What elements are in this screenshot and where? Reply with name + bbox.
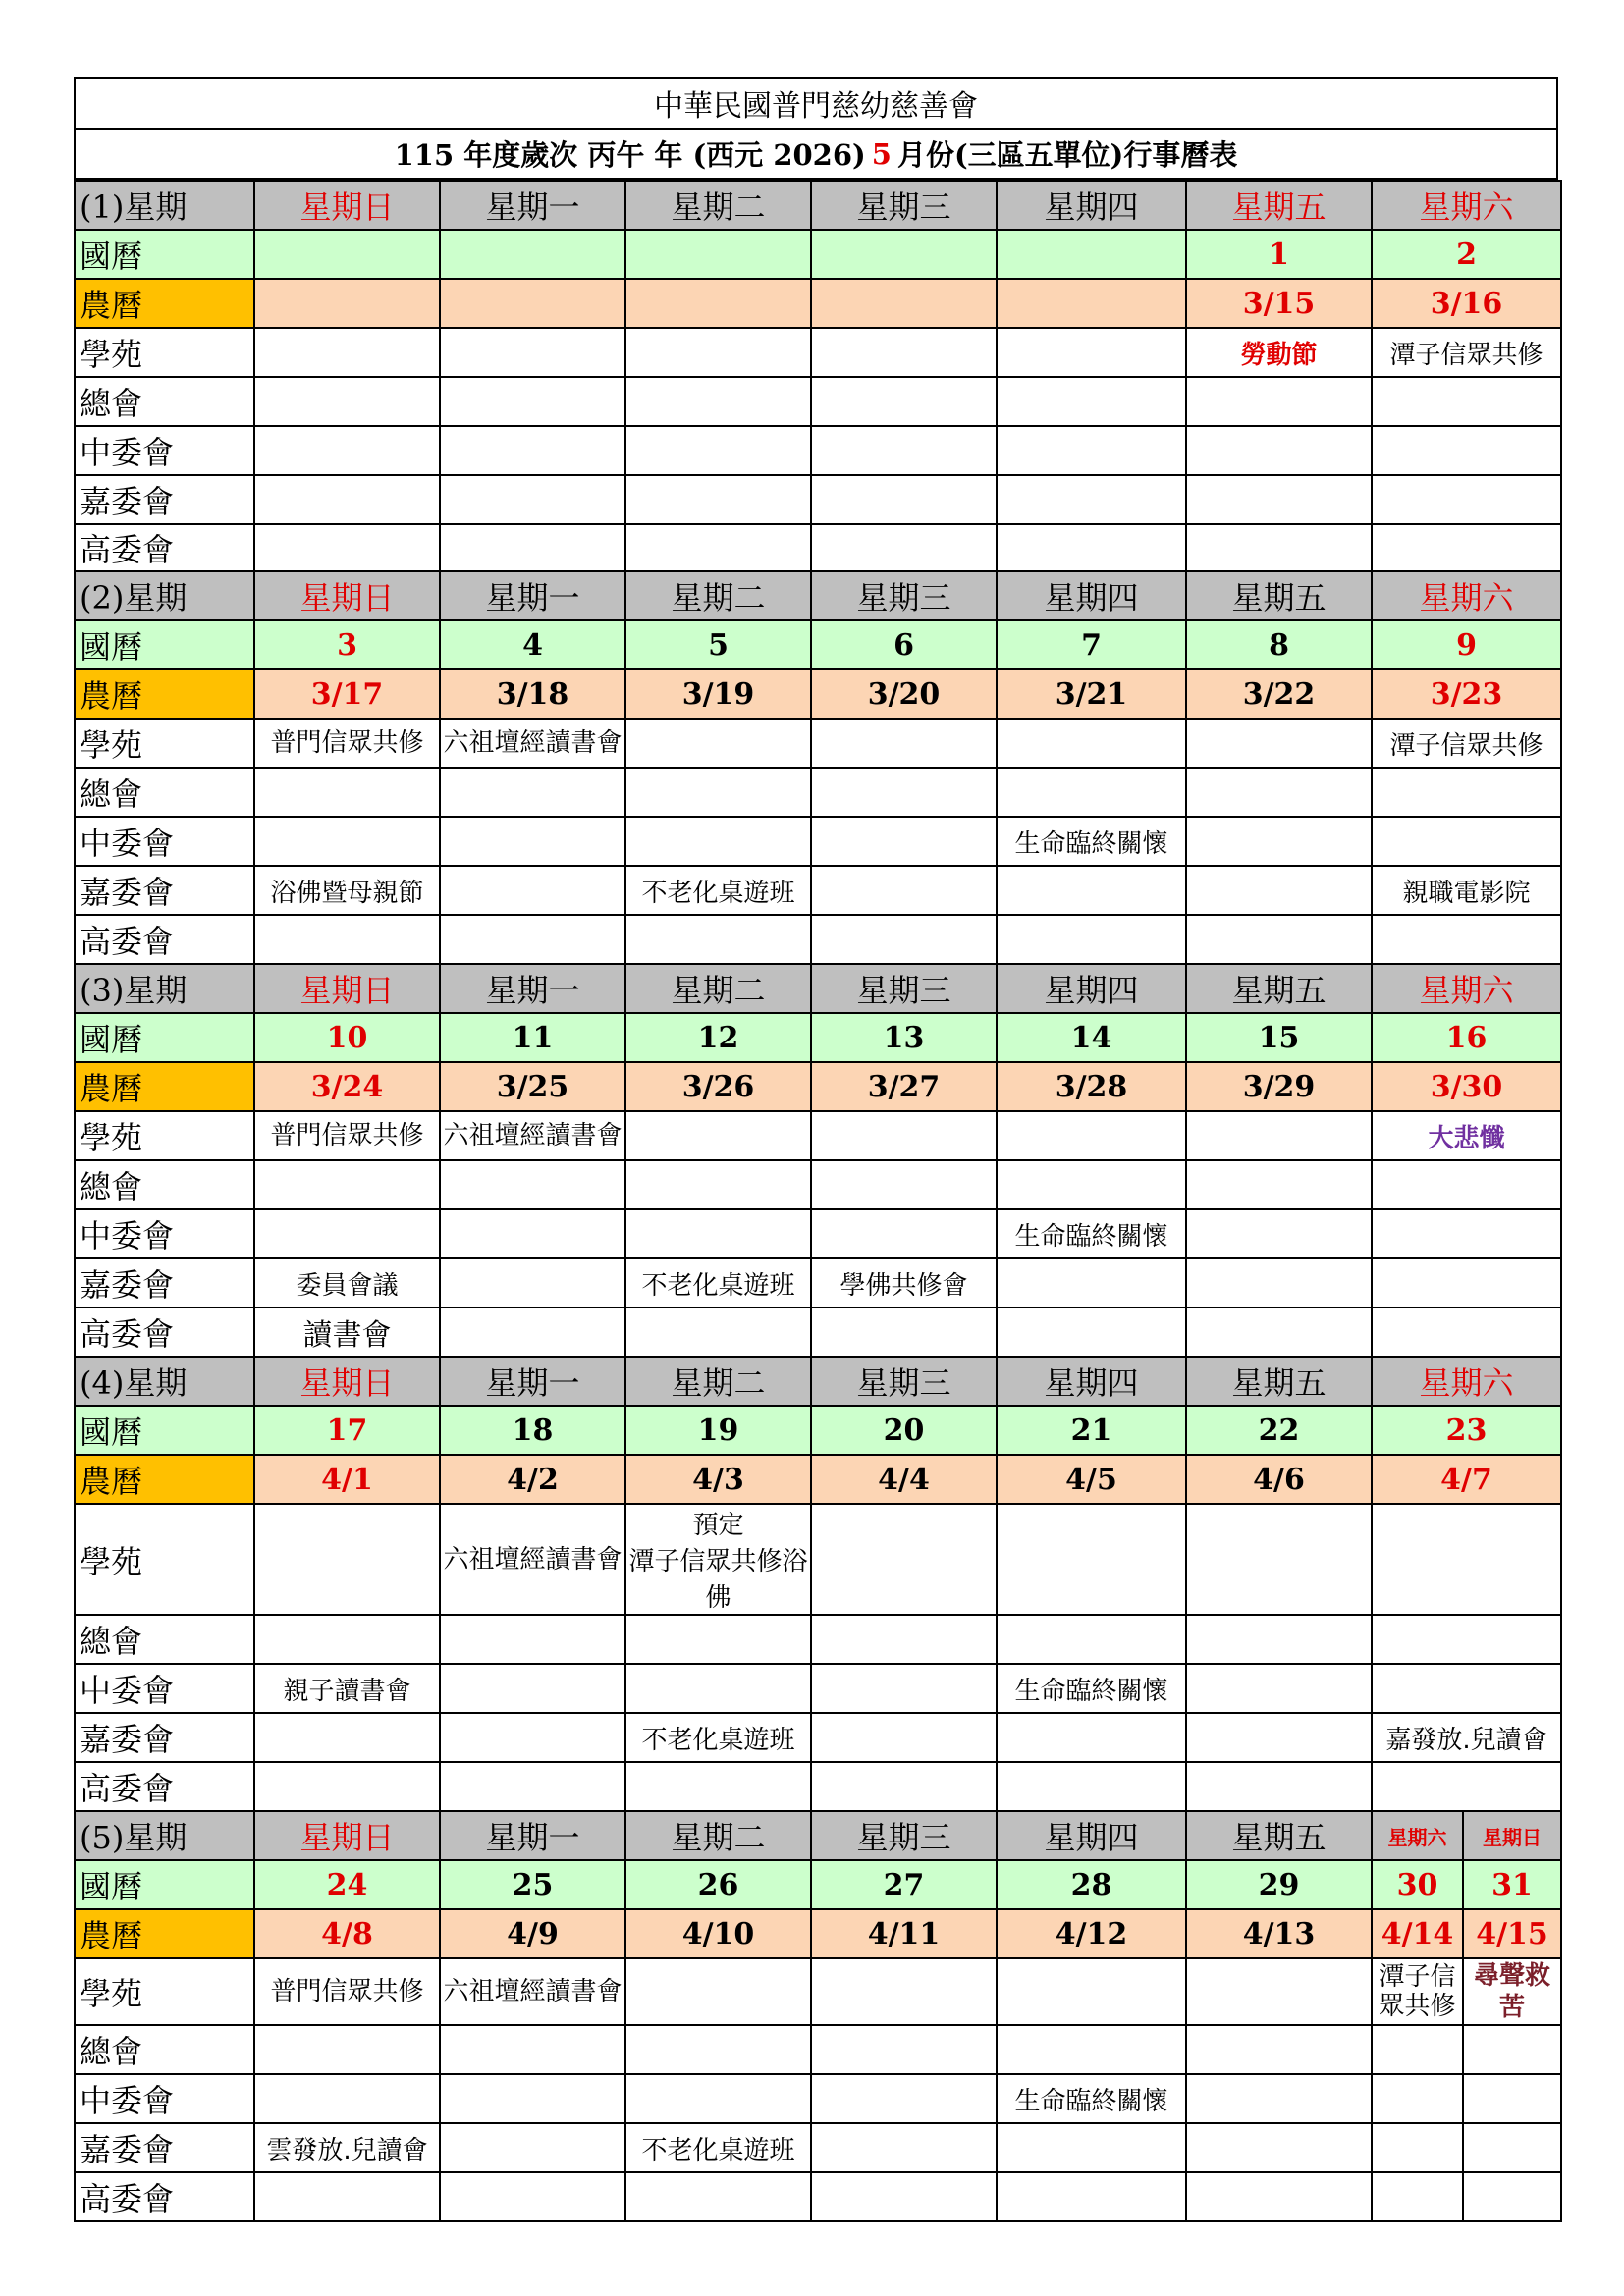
org-label-xueyuan: 學苑 <box>75 1958 254 2025</box>
greg-day: 17 <box>254 1406 440 1455</box>
org-label-zhongwei: 中委會 <box>75 1664 254 1713</box>
org-label-jiawei: 嘉委會 <box>75 475 254 524</box>
weekday-sun: 星期日 <box>254 571 440 620</box>
greg-day: 6 <box>811 620 997 669</box>
org-label-gaowei: 高委會 <box>75 524 254 571</box>
org-label-zhongwei: 中委會 <box>75 817 254 866</box>
org-label-zhongwei: 中委會 <box>75 1209 254 1258</box>
org-label-gaowei: 高委會 <box>75 1308 254 1357</box>
week-5-zonghui-row <box>75 2025 1561 2074</box>
week-2-weekday-row <box>75 571 1561 620</box>
event-cell: 生命臨終關懷 <box>997 1209 1186 1258</box>
lunar-day: 3/15 <box>1186 279 1372 328</box>
event-cell: 讀書會 <box>254 1308 440 1357</box>
greg-day: 21 <box>997 1406 1186 1455</box>
week-5-jiawei-row <box>75 2123 1561 2172</box>
weekday-thu: 星期四 <box>997 1357 1186 1406</box>
greg-day <box>440 230 625 279</box>
week-5-lunar-row <box>75 1909 1561 1958</box>
lunar-day: 4/2 <box>440 1455 625 1504</box>
event-labor-day: 勞動節 <box>1186 328 1372 377</box>
greg-day: 1 <box>1186 230 1372 279</box>
event-cell: 普門信眾共修 <box>254 1111 440 1160</box>
weekday-fri: 星期五 <box>1186 181 1372 230</box>
week-label: (2)星期 <box>75 571 254 620</box>
calendar-sheet <box>74 77 1558 2222</box>
weekday-fri: 星期五 <box>1186 1357 1372 1406</box>
subtitle-month: 5 <box>871 136 892 171</box>
week-5-gaowei-row <box>75 2172 1561 2221</box>
lunar-day <box>440 279 625 328</box>
lunar-day: 4/7 <box>1372 1455 1561 1504</box>
event-cell: 不老化桌遊班 <box>625 866 811 915</box>
greg-day: 30 <box>1372 1860 1463 1909</box>
weekday-thu: 星期四 <box>997 1811 1186 1860</box>
weekday-sat: 星期六 <box>1372 1811 1463 1860</box>
weekday-fri: 星期五 <box>1186 964 1372 1013</box>
event-cell: 學佛共修會 <box>811 1258 997 1308</box>
greg-day: 2 <box>1372 230 1561 279</box>
lunar-day: 3/29 <box>1186 1062 1372 1111</box>
week-1-jiawei-row <box>75 475 1561 524</box>
event-cell: 不老化桌遊班 <box>625 2123 811 2172</box>
org-label-zonghui: 總會 <box>75 2025 254 2074</box>
greg-day: 28 <box>997 1860 1186 1909</box>
week-1-zhongwei-row <box>75 426 1561 475</box>
gregorian-label: 國曆 <box>75 1860 254 1909</box>
lunar-day: 4/8 <box>254 1909 440 1958</box>
week-4-zhongwei-row <box>75 1664 1561 1713</box>
weekday-wed: 星期三 <box>811 1811 997 1860</box>
lunar-day: 4/13 <box>1186 1909 1372 1958</box>
event-cell: 潭子信眾共修 <box>1372 328 1561 377</box>
weekday-thu: 星期四 <box>997 181 1186 230</box>
subtitle-suffix: 月份(三區五單位)行事曆表 <box>896 138 1238 172</box>
greg-day: 19 <box>625 1406 811 1455</box>
week-3-gregorian-row <box>75 1013 1561 1062</box>
greg-day: 5 <box>625 620 811 669</box>
event-cell: 普門信眾共修 <box>254 1958 440 2025</box>
org-label-zonghui: 總會 <box>75 768 254 817</box>
week-4-jiawei-row <box>75 1713 1561 1762</box>
weekday-wed: 星期三 <box>811 571 997 620</box>
week-2-zhongwei-row <box>75 817 1561 866</box>
gregorian-label: 國曆 <box>75 1406 254 1455</box>
event-cell: 生命臨終關懷 <box>997 1664 1186 1713</box>
lunar-day: 4/14 <box>1372 1909 1463 1958</box>
weekday-mon: 星期一 <box>440 181 625 230</box>
lunar-day: 4/5 <box>997 1455 1186 1504</box>
greg-day: 10 <box>254 1013 440 1062</box>
event-line-1: 預定 <box>692 1511 744 1540</box>
weekday-tue: 星期二 <box>625 1357 811 1406</box>
event-great-compassion: 大悲懺 <box>1372 1111 1561 1160</box>
lunar-day: 3/19 <box>625 669 811 719</box>
weekday-sun: 星期日 <box>254 964 440 1013</box>
weekday-sun: 星期日 <box>254 181 440 230</box>
greg-day <box>625 230 811 279</box>
week-2-xueyuan-row <box>75 719 1561 768</box>
lunar-day: 3/23 <box>1372 669 1561 719</box>
greg-day: 11 <box>440 1013 625 1062</box>
week-1-lunar-row <box>75 279 1561 328</box>
weekday-wed: 星期三 <box>811 1357 997 1406</box>
event-cell: 委員會議 <box>254 1258 440 1308</box>
week-1-weekday-row <box>75 181 1561 230</box>
event-cell: 普門信眾共修 <box>254 719 440 768</box>
weekday-sun: 星期日 <box>254 1357 440 1406</box>
week-4-gregorian-row <box>75 1406 1561 1455</box>
greg-day: 26 <box>625 1860 811 1909</box>
week-label: (5)星期 <box>75 1811 254 1860</box>
weekday-fri: 星期五 <box>1186 1811 1372 1860</box>
week-1-xueyuan-row <box>75 328 1561 377</box>
event-cell: 生命臨終關懷 <box>997 2074 1186 2123</box>
event-cell: 不老化桌遊班 <box>625 1713 811 1762</box>
week-5-xueyuan-row <box>75 1958 1561 2025</box>
week-4-xueyuan-row <box>75 1504 1561 1615</box>
weekday-sat: 星期六 <box>1372 181 1561 230</box>
greg-day: 22 <box>1186 1406 1372 1455</box>
lunar-day: 3/24 <box>254 1062 440 1111</box>
weekday-sun: 星期日 <box>254 1811 440 1860</box>
calendar-subtitle <box>74 130 1558 180</box>
week-3-weekday-row <box>75 964 1561 1013</box>
event-cell: 六祖壇經讀書會 <box>440 1111 625 1160</box>
gregorian-label: 國曆 <box>75 230 254 279</box>
weekday-wed: 星期三 <box>811 964 997 1013</box>
org-label-xueyuan: 學苑 <box>75 328 254 377</box>
lunar-day: 3/26 <box>625 1062 811 1111</box>
lunar-label: 農曆 <box>75 1062 254 1111</box>
lunar-day: 3/28 <box>997 1062 1186 1111</box>
org-title: 中華民國普門慈幼慈善會 <box>74 77 1558 130</box>
greg-day: 20 <box>811 1406 997 1455</box>
event-cell: 生命臨終關懷 <box>997 817 1186 866</box>
lunar-day: 3/16 <box>1372 279 1561 328</box>
weekday-sun-2: 星期日 <box>1463 1811 1561 1860</box>
org-label-zonghui: 總會 <box>75 1615 254 1664</box>
lunar-day <box>254 279 440 328</box>
week-2-gaowei-row <box>75 915 1561 964</box>
event-cell: 親子讀書會 <box>254 1664 440 1713</box>
org-label-xueyuan: 學苑 <box>75 1111 254 1160</box>
week-3-gaowei-row <box>75 1308 1561 1357</box>
greg-day: 9 <box>1372 620 1561 669</box>
week-5-gregorian-row <box>75 1860 1561 1909</box>
week-2-jiawei-row <box>75 866 1561 915</box>
greg-day: 12 <box>625 1013 811 1062</box>
week-label: (3)星期 <box>75 964 254 1013</box>
org-label-gaowei: 高委會 <box>75 2172 254 2221</box>
event-cell: 潭子信眾共修 <box>1372 1958 1463 2025</box>
week-4-weekday-row <box>75 1357 1561 1406</box>
week-2-gregorian-row <box>75 620 1561 669</box>
lunar-day: 4/4 <box>811 1455 997 1504</box>
weekday-sat: 星期六 <box>1372 964 1561 1013</box>
week-1-gregorian-row <box>75 230 1561 279</box>
greg-day: 23 <box>1372 1406 1561 1455</box>
greg-day: 8 <box>1186 620 1372 669</box>
weekday-mon: 星期一 <box>440 1811 625 1860</box>
org-label-xueyuan: 學苑 <box>75 719 254 768</box>
greg-day: 27 <box>811 1860 997 1909</box>
lunar-day: 3/25 <box>440 1062 625 1111</box>
org-label-jiawei: 嘉委會 <box>75 1713 254 1762</box>
lunar-day: 4/6 <box>1186 1455 1372 1504</box>
greg-day: 14 <box>997 1013 1186 1062</box>
weekday-tue: 星期二 <box>625 1811 811 1860</box>
greg-day: 18 <box>440 1406 625 1455</box>
lunar-day: 4/11 <box>811 1909 997 1958</box>
lunar-day: 4/10 <box>625 1909 811 1958</box>
org-label-jiawei: 嘉委會 <box>75 1258 254 1308</box>
lunar-day: 4/15 <box>1463 1909 1561 1958</box>
org-label-jiawei: 嘉委會 <box>75 2123 254 2172</box>
lunar-day: 3/17 <box>254 669 440 719</box>
lunar-day: 3/30 <box>1372 1062 1561 1111</box>
greg-day <box>254 230 440 279</box>
greg-day: 29 <box>1186 1860 1372 1909</box>
week-4-lunar-row <box>75 1455 1561 1504</box>
event-cell: 潭子信眾共修 <box>1372 719 1561 768</box>
weekday-tue: 星期二 <box>625 964 811 1013</box>
org-label-jiawei: 嘉委會 <box>75 866 254 915</box>
lunar-label: 農曆 <box>75 1909 254 1958</box>
weekday-thu: 星期四 <box>997 964 1186 1013</box>
greg-day: 15 <box>1186 1013 1372 1062</box>
gregorian-label: 國曆 <box>75 620 254 669</box>
event-cell: 六祖壇經讀書會 <box>440 1958 625 2025</box>
week-2-lunar-row <box>75 669 1561 719</box>
weekday-wed: 星期三 <box>811 181 997 230</box>
lunar-label: 農曆 <box>75 1455 254 1504</box>
org-label-zonghui: 總會 <box>75 377 254 426</box>
event-cell: 雲發放.兒讀會 <box>254 2123 440 2172</box>
event-cell: 不老化桌遊班 <box>625 1258 811 1308</box>
lunar-day <box>625 279 811 328</box>
greg-day: 24 <box>254 1860 440 1909</box>
week-3-lunar-row <box>75 1062 1561 1111</box>
org-label-xueyuan: 學苑 <box>75 1504 254 1615</box>
weekday-tue: 星期二 <box>625 571 811 620</box>
week-5-weekday-row <box>75 1811 1561 1860</box>
weekday-sat: 星期六 <box>1372 571 1561 620</box>
week-1-gaowei-row <box>75 524 1561 571</box>
greg-day: 25 <box>440 1860 625 1909</box>
lunar-day: 4/3 <box>625 1455 811 1504</box>
lunar-day: 4/9 <box>440 1909 625 1958</box>
org-label-gaowei: 高委會 <box>75 1762 254 1811</box>
greg-day <box>997 230 1186 279</box>
lunar-day: 3/27 <box>811 1062 997 1111</box>
week-4-gaowei-row <box>75 1762 1561 1811</box>
lunar-label: 農曆 <box>75 279 254 328</box>
weekday-mon: 星期一 <box>440 964 625 1013</box>
lunar-day: 4/12 <box>997 1909 1186 1958</box>
weekday-fri: 星期五 <box>1186 571 1372 620</box>
week-3-jiawei-row <box>75 1258 1561 1308</box>
greg-day: 7 <box>997 620 1186 669</box>
lunar-day: 3/21 <box>997 669 1186 719</box>
week-5-zhongwei-row <box>75 2074 1561 2123</box>
event-cell: 嘉發放.兒讀會 <box>1372 1713 1561 1762</box>
weekday-mon: 星期一 <box>440 1357 625 1406</box>
week-label: (1)星期 <box>75 181 254 230</box>
calendar-table <box>74 180 1562 2222</box>
event-cell: 尋聲救苦 <box>1463 1958 1561 2025</box>
lunar-day: 3/22 <box>1186 669 1372 719</box>
week-label: (4)星期 <box>75 1357 254 1406</box>
greg-day: 13 <box>811 1013 997 1062</box>
weekday-sat: 星期六 <box>1372 1357 1561 1406</box>
org-label-zonghui: 總會 <box>75 1160 254 1209</box>
greg-day <box>811 230 997 279</box>
greg-day: 31 <box>1463 1860 1561 1909</box>
event-cell-two-line <box>625 1504 811 1615</box>
week-3-xueyuan-row <box>75 1111 1561 1160</box>
lunar-day: 4/1 <box>254 1455 440 1504</box>
lunar-day <box>811 279 997 328</box>
gregorian-label: 國曆 <box>75 1013 254 1062</box>
event-line-2: 潭子信眾共修浴佛 <box>628 1547 808 1613</box>
org-label-gaowei: 高委會 <box>75 915 254 964</box>
lunar-day: 3/18 <box>440 669 625 719</box>
week-3-zonghui-row <box>75 1160 1561 1209</box>
week-4-zonghui-row <box>75 1615 1561 1664</box>
week-1-zonghui-row <box>75 377 1561 426</box>
greg-day: 3 <box>254 620 440 669</box>
weekday-mon: 星期一 <box>440 571 625 620</box>
week-2-zonghui-row <box>75 768 1561 817</box>
event-cell: 六祖壇經讀書會 <box>440 1504 625 1615</box>
week-3-zhongwei-row <box>75 1209 1561 1258</box>
subtitle-year: 115 年度歲次 丙午 年 (西元 2026) <box>394 138 866 172</box>
org-label-zhongwei: 中委會 <box>75 2074 254 2123</box>
weekday-thu: 星期四 <box>997 571 1186 620</box>
lunar-day: 3/20 <box>811 669 997 719</box>
event-cell: 浴佛暨母親節 <box>254 866 440 915</box>
event-cell: 親職電影院 <box>1372 866 1561 915</box>
event-cell: 六祖壇經讀書會 <box>440 719 625 768</box>
greg-day: 4 <box>440 620 625 669</box>
lunar-day <box>997 279 1186 328</box>
lunar-label: 農曆 <box>75 669 254 719</box>
greg-day: 16 <box>1372 1013 1561 1062</box>
org-label-zhongwei: 中委會 <box>75 426 254 475</box>
weekday-tue: 星期二 <box>625 181 811 230</box>
